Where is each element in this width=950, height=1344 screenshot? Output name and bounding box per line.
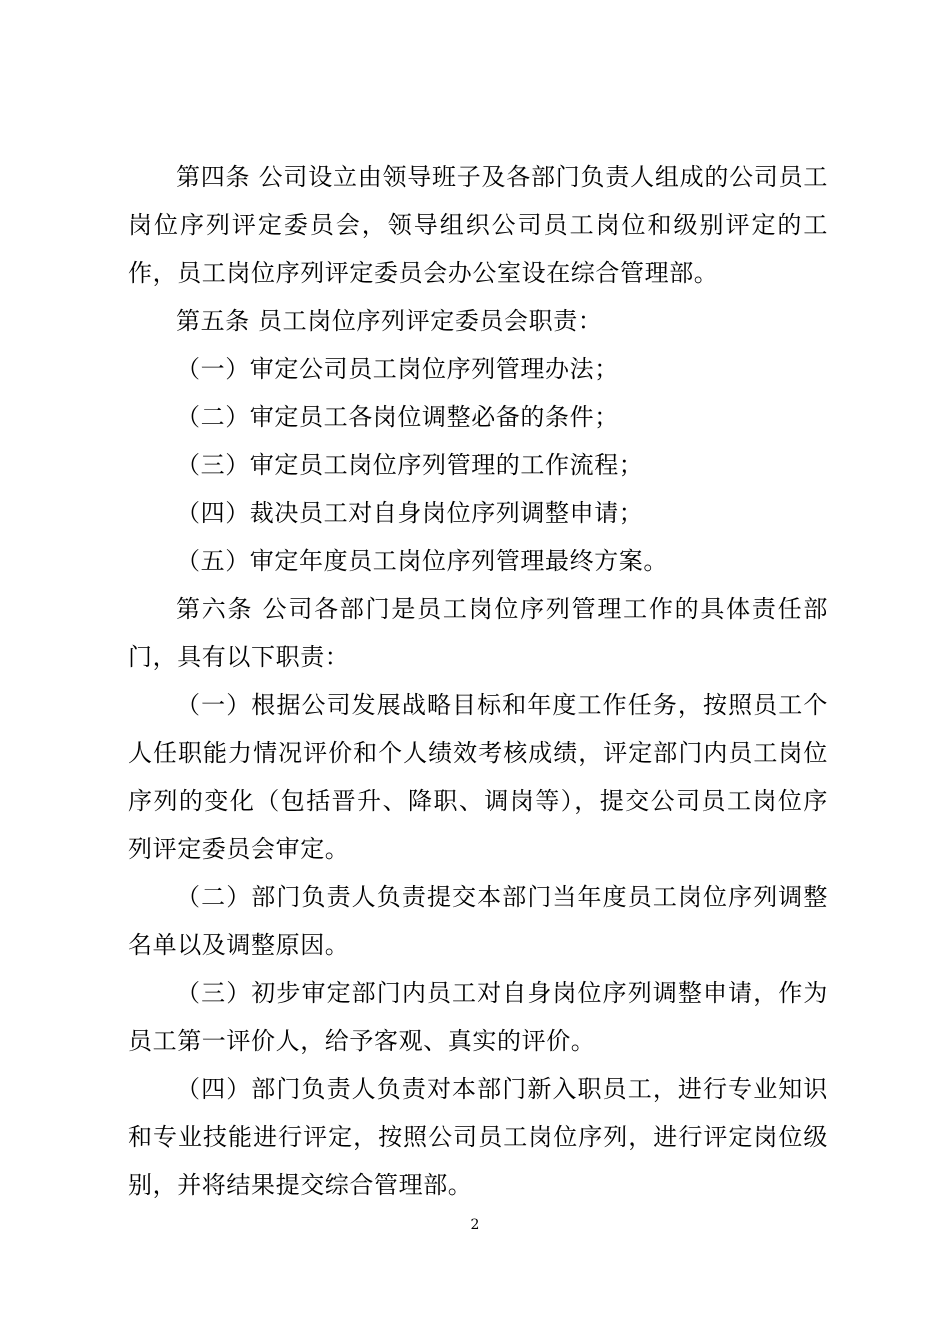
page-number: 2 — [470, 1217, 480, 1233]
article-4-paragraph: 第四条 公司设立由领导班子及各部门负责人组成的公司员工岗位序列评定委员会，领导组织公司员工岗位和级别评定的工作，员工岗位序列评定委员会办公室设在综合管理部。 — [128, 163, 828, 287]
document-body — [128, 153, 828, 1209]
article-6-item-2: （二）部门负责人负责提交本部门当年度员工岗位序列调整名单以及调整原因。 — [128, 883, 828, 959]
article-5-item-5: （五）审定年度员工岗位序列管理最终方案。 — [176, 547, 668, 575]
article-6-item-4: （四）部门负责人负责对本部门新入职员工，进行专业知识和专业技能进行评定，按照公司员工岗位序列，进行评定岗位级别，并将结果提交综合管理部。 — [128, 1075, 828, 1199]
article-5-item-3: （三）审定员工岗位序列管理的工作流程； — [176, 451, 644, 479]
article-6-item-1: （一）根据公司发展战略目标和年度工作任务，按照员工个人任职能力情况评价和个人绩效考核成绩，评定部门内员工岗位序列的变化（包括晋升、降职、调岗等），提交公司员工岗位序列评定委员会审定。 — [128, 691, 828, 863]
article-5-item-4: （四）裁决员工对自身岗位序列调整申请； — [176, 499, 644, 527]
article-5-item-1: （一）审定公司员工岗位序列管理办法； — [176, 355, 619, 383]
article-5-item-2: （二）审定员工各岗位调整必备的条件； — [176, 403, 619, 431]
article-5-heading: 第五条 员工岗位序列评定委员会职责： — [176, 307, 603, 335]
article-6-heading: 第六条 公司各部门是员工岗位序列管理工作的具体责任部门，具有以下职责： — [128, 595, 828, 671]
article-6-item-3: （三）初步审定部门内员工对自身岗位序列调整申请，作为员工第一评价人，给予客观、真实的评价。 — [128, 979, 828, 1055]
